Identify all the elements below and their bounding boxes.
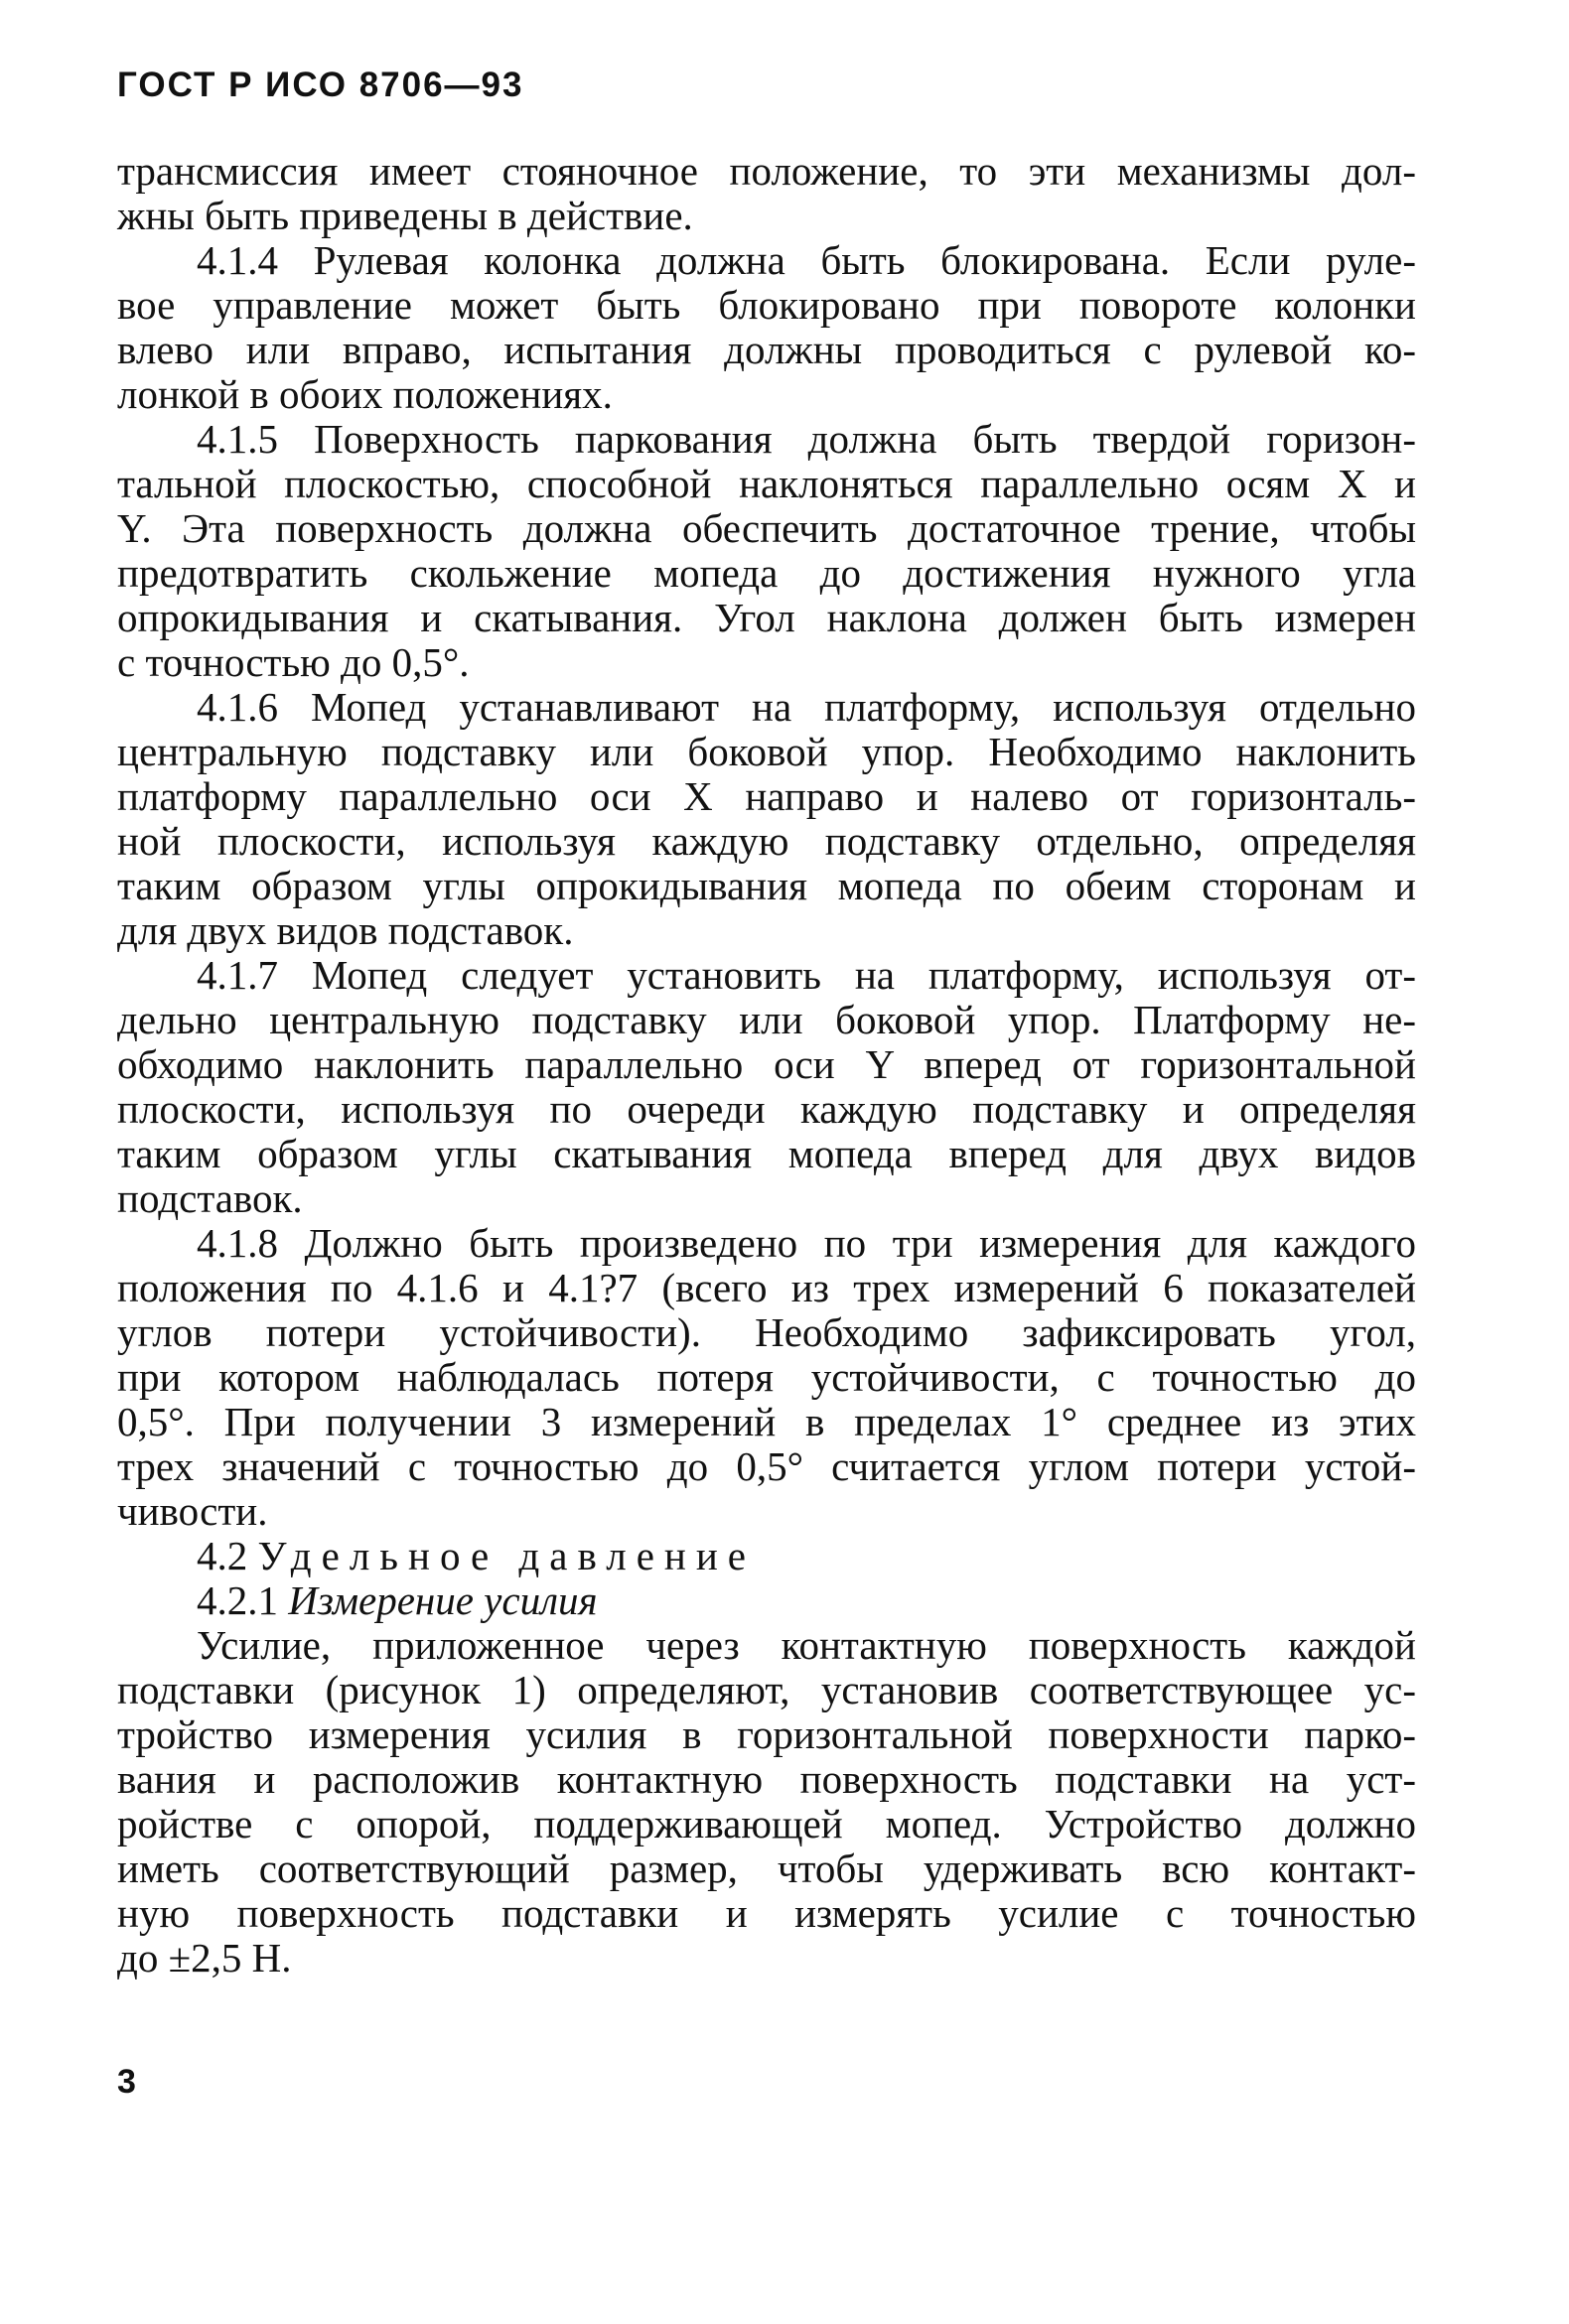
text-line: вое управление может быть блокировано при повороте колонки [117, 282, 1416, 328]
text-line: вания и расположив контактную поверхность подставки на уст- [117, 1756, 1416, 1802]
text-line: тальной плоскостью, способной наклоняться параллельно осям X и [117, 461, 1416, 506]
text-line: трех значений с точностью до 0,5° считается углом потери устой- [117, 1443, 1416, 1489]
text-line: чивости. [117, 1488, 268, 1534]
text-line: положения по 4.1.6 и 4.1?7 (всего из трех измерений 6 показателей [117, 1265, 1416, 1310]
text-line: Усилие, приложенное через контактную поверхность каждой [197, 1622, 1416, 1668]
text-line: 4.1.8 Должно быть произведено по три измерения для каждого [197, 1220, 1416, 1266]
text-line: предотвратить скольжение мопеда до достижения нужного угла [117, 550, 1416, 596]
text-line: влево или вправо, испытания должны проводиться с рулевой ко- [117, 327, 1416, 372]
text-line: 4.1.6 Мопед устанавливают на платформу, используя отдельно [197, 684, 1416, 730]
text-line: платформу параллельно оси X направо и налево от горизонталь- [117, 773, 1416, 819]
text-line: таким образом углы скатывания мопеда вперед для двух видов [117, 1131, 1416, 1176]
body-text [117, 149, 1416, 1981]
text-line: таким образом углы опрокидывания мопеда по обеим сторонам и [117, 863, 1416, 908]
text-line: ройстве с опорой, поддерживающей мопед. Устройство должно [117, 1801, 1416, 1846]
text-line: иметь соответствующий размер, чтобы удерживать всю контакт- [117, 1846, 1416, 1891]
page-number: 3 [117, 2063, 136, 2101]
page-header: ГОСТ Р ИСО 8706—93 [117, 66, 524, 104]
text-line: подставок. [117, 1175, 303, 1221]
text-line: подставки (рисунок 1) определяют, установив соответствующее ус- [117, 1667, 1416, 1712]
text-line: 4.1.7 Мопед следует установить на платформу, используя от- [197, 952, 1416, 998]
text-line: Y. Эта поверхность должна обеспечить достаточное трение, чтобы [117, 505, 1416, 551]
text-line: 4.2 Удельное давление [197, 1533, 757, 1578]
text-line: опрокидывания и скатывания. Угол наклона должен быть измерен [117, 595, 1416, 640]
text-line: центральную подставку или боковой упор. Необходимо наклонить [117, 729, 1416, 774]
text-line: плоскости, используя по очереди каждую подставку и определяя [117, 1086, 1416, 1132]
text-line: с точностью до 0,5°. [117, 639, 470, 685]
text-line: дельно центральную подставку или боковой упор. Платформу не- [117, 997, 1416, 1042]
text-line: ную поверхность подставки и измерять усилие с точностью [117, 1890, 1416, 1936]
text-line: 0,5°. При получении 3 измерений в пределах 1° среднее из этих [117, 1399, 1416, 1444]
text-line: тройство измерения усилия в горизонтальной поверхности парко- [117, 1711, 1416, 1757]
text-line: лонкой в обоих положениях. [117, 371, 613, 417]
text-line: 4.1.4 Рулевая колонка должна быть блокирована. Если руле- [197, 237, 1416, 283]
text-line: жны быть приведены в действие. [117, 193, 693, 238]
text-line: при котором наблюдалась потеря устойчивости, с точностью до [117, 1354, 1416, 1400]
text-line: для двух видов подставок. [117, 907, 574, 953]
text-line: обходимо наклонить параллельно оси Y вперед от горизонтальной [117, 1041, 1416, 1087]
text-line: углов потери устойчивости). Необходимо зафиксировать угол, [117, 1309, 1416, 1355]
text-line: ной плоскости, используя каждую подставку отдельно, определяя [117, 818, 1416, 864]
text-line: 4.2.1 Измерение усилия [197, 1577, 598, 1623]
text-line: трансмиссия имеет стояночное положение, то эти механизмы дол- [117, 148, 1416, 194]
text-line: 4.1.5 Поверхность паркования должна быть твердой горизон- [197, 416, 1416, 462]
text-line: до ±2,5 Н. [117, 1935, 292, 1981]
